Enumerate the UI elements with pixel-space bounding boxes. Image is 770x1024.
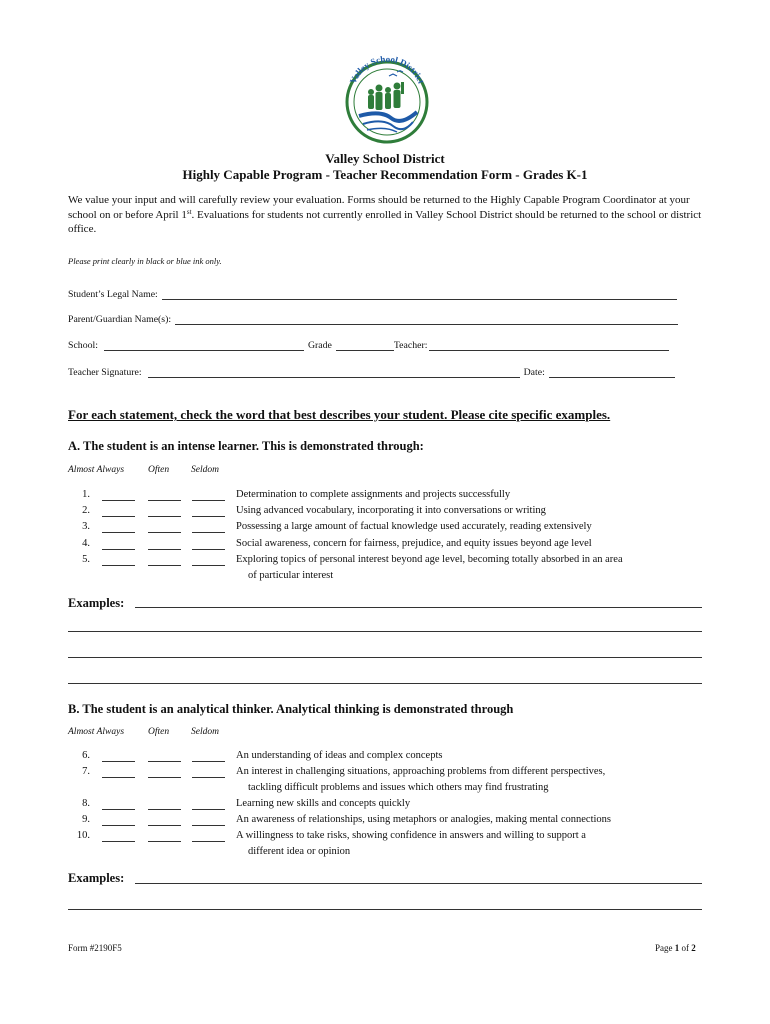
student-name-line[interactable] bbox=[162, 290, 677, 300]
seldom-blank[interactable] bbox=[192, 538, 225, 550]
student-name-label: Student’s Legal Name: bbox=[68, 289, 158, 300]
parent-name-field[interactable] bbox=[68, 314, 678, 325]
seldom-blank[interactable] bbox=[192, 766, 225, 778]
form-number: Form #2190F5 bbox=[68, 943, 122, 953]
seldom-blank[interactable] bbox=[192, 489, 225, 501]
section-a-heading: A. The student is an intense learner. This is demonstrated through: bbox=[68, 439, 424, 453]
seldom-blank[interactable] bbox=[192, 814, 225, 826]
column-seldom: Seldom bbox=[191, 727, 219, 737]
section-b-heading: B. The student is an analytical thinker. Analytical thinking is demonstrated through bbox=[68, 702, 514, 716]
school-grade-teacher-row bbox=[68, 340, 669, 351]
almost-always-blank[interactable] bbox=[102, 750, 135, 762]
form-page: Valley School District Valley School District Highly Capable Program - Teacher Recommendation Form - Grades K-1 We value your input and will carefully review your evaluation. Forms should be returned to the Highly Capable Program Coordinator at your school on or before April 1st. Evaluations for students not currently enrolled in Valley School District should be returned to the school or district office. Please print clearly in black or blue ink only. Student’s Legal Name: Parent/Guardian Name(s): School: Grade Teacher: Teacher Signature: Date: For each statement, check the word that best describes your student. Please cite specific examples. A. The student is an intense learner. This is demonstrated through: Almost Always Often Seldom 1. Determination to complete assignments and projects successfully 2. Using advanced vocabulary, incorporating it into conversations or writing 3. Possessing a large amount of factual knowledge used accurately, reading extensively 4. Social awareness, concern for fairness, prejudice, and equity issues beyond age level 5. Exploring topics of personal interest beyond age level, becoming totally absorbed in an area of particular interest Examples: B. The student is an analytical thinker. Analytical thinking is demonstrated through Almost Always Often Seldom 6. An understanding of ideas and complex concepts 7. An interest in challenging situations, approaching problems from different perspectives, tackling difficult problems and issues which others may find frustrating 8. Learning new skills and concepts quickly 9. An awareness of relationships, using metaphors or analogies, making mental connections 10. A willingness to take risks, showing confidence in answers and willing to support a different idea or opinion Examples: Form #2190F5 Page 1 of 2 bbox=[0, 0, 770, 1024]
almost-always-blank[interactable] bbox=[102, 538, 135, 550]
print-instruction: Please print clearly in black or blue ink only. bbox=[68, 256, 222, 266]
examples-line[interactable] bbox=[68, 683, 702, 684]
column-seldom: Seldom bbox=[191, 465, 219, 475]
almost-always-blank[interactable] bbox=[102, 505, 135, 517]
seldom-blank[interactable] bbox=[192, 750, 225, 762]
district-logo bbox=[341, 52, 433, 148]
parent-name-label: Parent/Guardian Name(s): bbox=[68, 314, 172, 325]
examples-label-a: Examples: bbox=[68, 596, 125, 610]
school-label: School: bbox=[68, 340, 98, 351]
seldom-blank[interactable] bbox=[192, 830, 225, 842]
often-blank[interactable] bbox=[148, 521, 181, 533]
almost-always-blank[interactable] bbox=[102, 521, 135, 533]
date-label: Date: bbox=[523, 367, 545, 378]
intro-paragraph: We value your input and will carefully review your evaluation. Forms should be returned to the Highly Capable Program Coordinator at your school on or before April 1st. Evaluations for students not currently enrolled in Valley School District should be returned to the school or district office. bbox=[68, 194, 702, 236]
often-blank[interactable] bbox=[148, 766, 181, 778]
often-blank[interactable] bbox=[148, 554, 181, 566]
signature-label: Teacher Signature: bbox=[68, 367, 142, 378]
student-name-field[interactable] bbox=[68, 289, 677, 300]
column-almost-always: Almost Always bbox=[68, 727, 125, 737]
almost-always-blank[interactable] bbox=[102, 798, 135, 810]
examples-label-b: Examples: bbox=[68, 871, 125, 885]
examples-line[interactable] bbox=[135, 883, 702, 884]
instructions: For each statement, check the word that best describes your student. Please cite specific examples. bbox=[68, 407, 611, 422]
examples-line[interactable] bbox=[68, 657, 702, 658]
examples-line[interactable] bbox=[68, 631, 702, 632]
almost-always-blank[interactable] bbox=[102, 814, 135, 826]
parent-name-line[interactable] bbox=[175, 315, 678, 325]
almost-always-blank[interactable] bbox=[102, 766, 135, 778]
column-often: Often bbox=[148, 465, 170, 475]
signature-date-row bbox=[68, 367, 675, 378]
often-blank[interactable] bbox=[148, 814, 181, 826]
often-blank[interactable] bbox=[148, 505, 181, 517]
grade-line[interactable] bbox=[336, 341, 394, 351]
often-blank[interactable] bbox=[148, 750, 181, 762]
examples-line[interactable] bbox=[135, 607, 702, 608]
teacher-label: Teacher: bbox=[393, 340, 428, 351]
seldom-blank[interactable] bbox=[192, 798, 225, 810]
often-blank[interactable] bbox=[148, 538, 181, 550]
almost-always-blank[interactable] bbox=[102, 554, 135, 566]
grade-label: Grade bbox=[307, 340, 332, 351]
column-often: Often bbox=[148, 727, 170, 737]
date-line[interactable] bbox=[549, 368, 675, 378]
seldom-blank[interactable] bbox=[192, 505, 225, 517]
examples-line[interactable] bbox=[68, 909, 702, 910]
almost-always-blank[interactable] bbox=[102, 489, 135, 501]
teacher-line[interactable] bbox=[429, 341, 669, 351]
often-blank[interactable] bbox=[148, 489, 181, 501]
school-line[interactable] bbox=[104, 341, 304, 351]
page-number: Page 1 of 2 bbox=[655, 943, 696, 953]
logo-arc-text: Valley School District bbox=[347, 53, 427, 86]
seldom-blank[interactable] bbox=[192, 554, 225, 566]
signature-line[interactable] bbox=[148, 368, 520, 378]
often-blank[interactable] bbox=[148, 798, 181, 810]
form-title: Highly Capable Program - Teacher Recommendation Form - Grades K-1 bbox=[182, 167, 588, 182]
seldom-blank[interactable] bbox=[192, 521, 225, 533]
almost-always-blank[interactable] bbox=[102, 830, 135, 842]
column-almost-always: Almost Always bbox=[68, 465, 125, 475]
often-blank[interactable] bbox=[148, 830, 181, 842]
district-title: Valley School District bbox=[325, 151, 445, 166]
